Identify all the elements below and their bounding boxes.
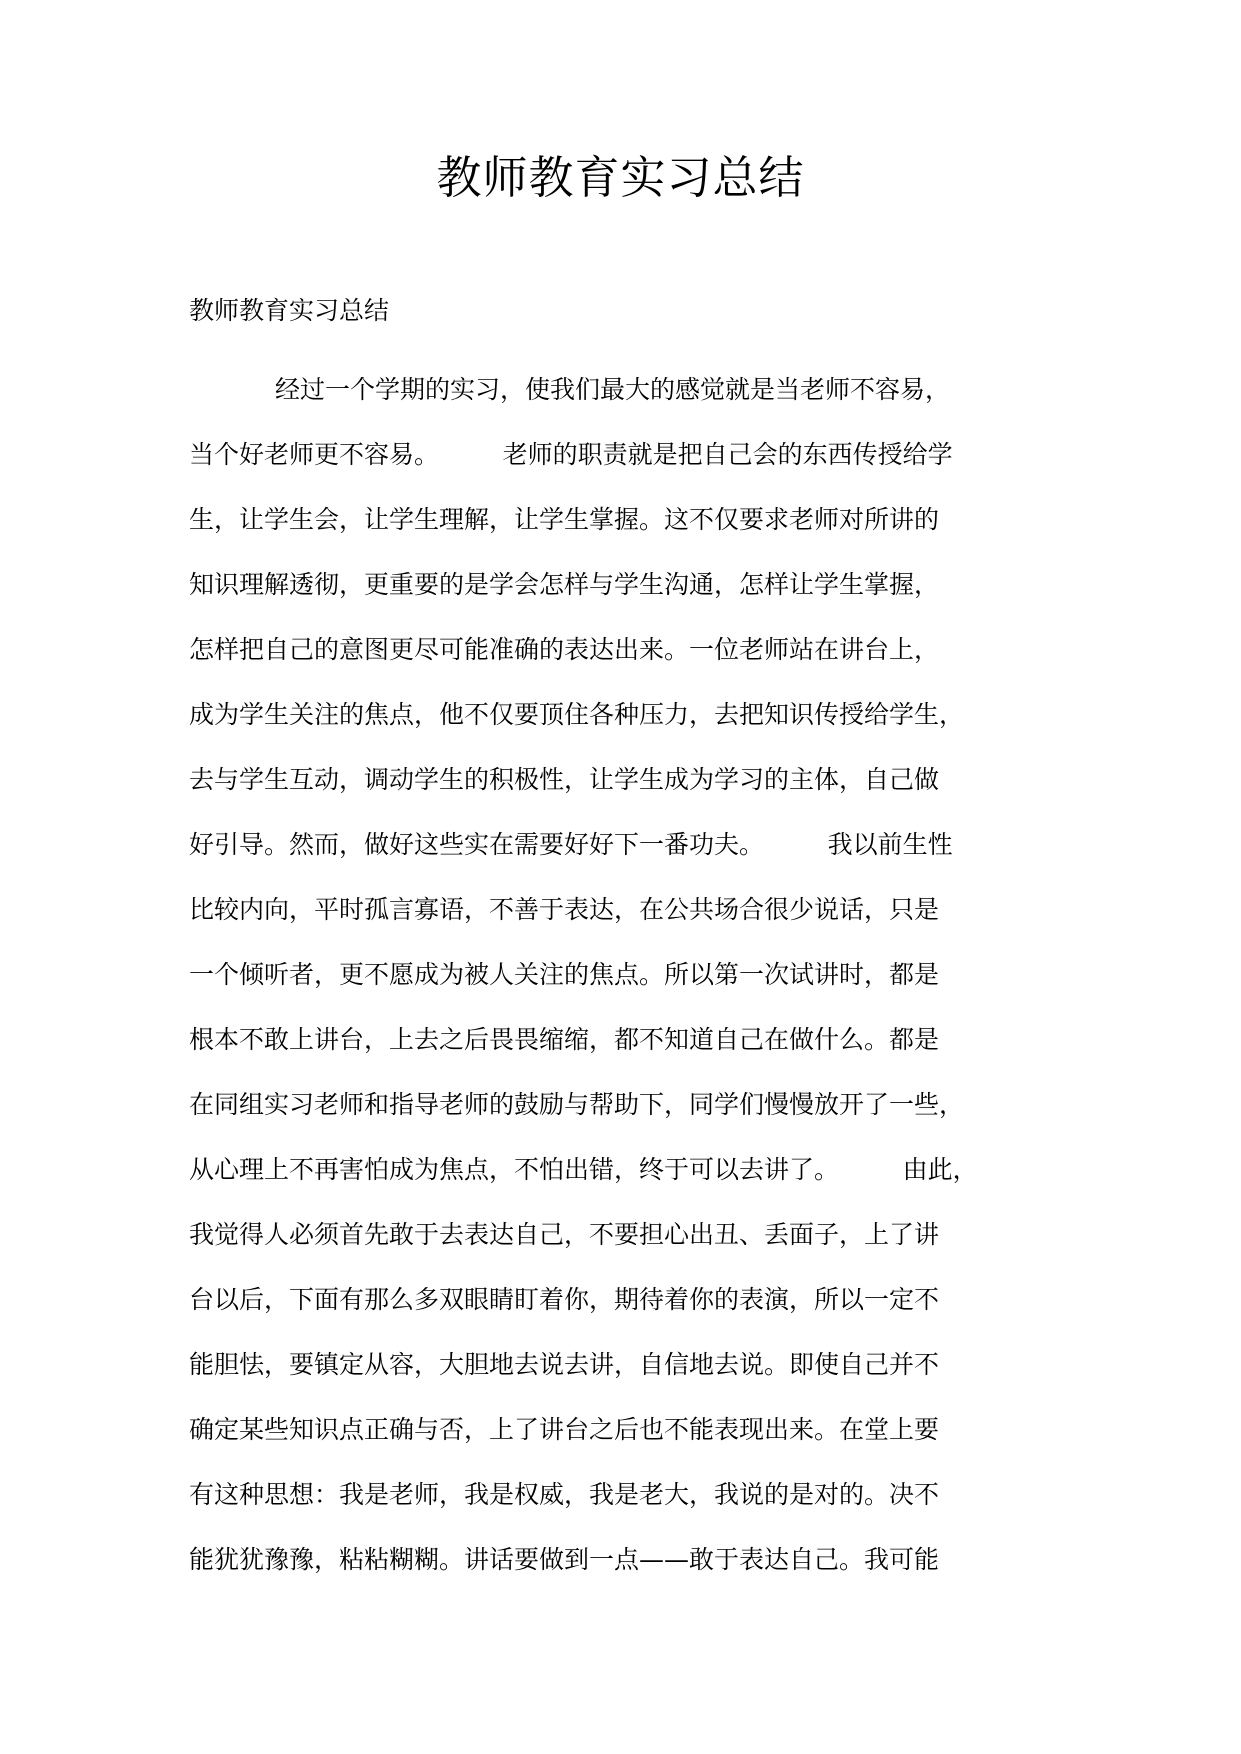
body-line: 成为学生关注的焦点，他不仅要顶住各种压力，去把知识传授给学生， [189,700,965,729]
body-line: 在同组实习老师和指导老师的鼓励与帮助下，同学们慢慢放开了一些， [189,1090,965,1119]
body-line: 能胆怯，要镇定从容，大胆地去说去讲，自信地去说。即使自己并不 [189,1350,940,1379]
body-line: 从心理上不再害怕成为焦点，不怕出错，终于可以去讲了。 由此， [189,1155,978,1184]
body-line: 生，让学生会，让学生理解，让学生掌握。这不仅要求老师对所讲的 [189,505,940,534]
body-line: 知识理解透彻，更重要的是学会怎样与学生沟通，怎样让学生掌握， [189,570,940,599]
body-line: 有这种思想：我是老师，我是权威，我是老大，我说的是对的。决不 [189,1480,940,1509]
body-line: 确定某些知识点正确与否，上了讲台之后也不能表现出来。在堂上要 [189,1415,940,1444]
body-line: 我觉得人必须首先敢于去表达自己，不要担心出丑、丢面子，上了讲 [189,1220,940,1249]
body-line: 经过一个学期的实习，使我们最大的感觉就是当老师不容易， [275,375,951,404]
body-line: 根本不敢上讲台，上去之后畏畏缩缩，都不知道自己在做什么。都是 [189,1025,940,1054]
document-subtitle: 教师教育实习总结 [189,296,390,325]
body-line: 好引导。然而，做好这些实在需要好好下一番功夫。 我以前生性 [189,830,953,859]
document-title: 教师教育实习总结 [436,151,805,204]
body-line: 当个好老师更不容易。 老师的职责就是把自己会的东西传授给学 [189,440,953,469]
document-body [189,357,1089,1592]
body-line: 能犹犹豫豫，粘粘糊糊。讲话要做到一点——敢于表达自己。我可能 [189,1545,940,1574]
body-line: 比较内向，平时孤言寡语，不善于表达，在公共场合很少说话，只是 [189,895,940,924]
body-line: 一个倾听者，更不愿成为被人关注的焦点。所以第一次试讲时，都是 [189,960,940,989]
body-line: 去与学生互动，调动学生的积极性，让学生成为学习的主体，自己做 [189,765,940,794]
body-line: 台以后，下面有那么多双眼睛盯着你，期待着你的表演，所以一定不 [189,1285,940,1314]
body-line: 怎样把自己的意图更尽可能准确的表达出来。一位老师站在讲台上， [189,635,940,664]
